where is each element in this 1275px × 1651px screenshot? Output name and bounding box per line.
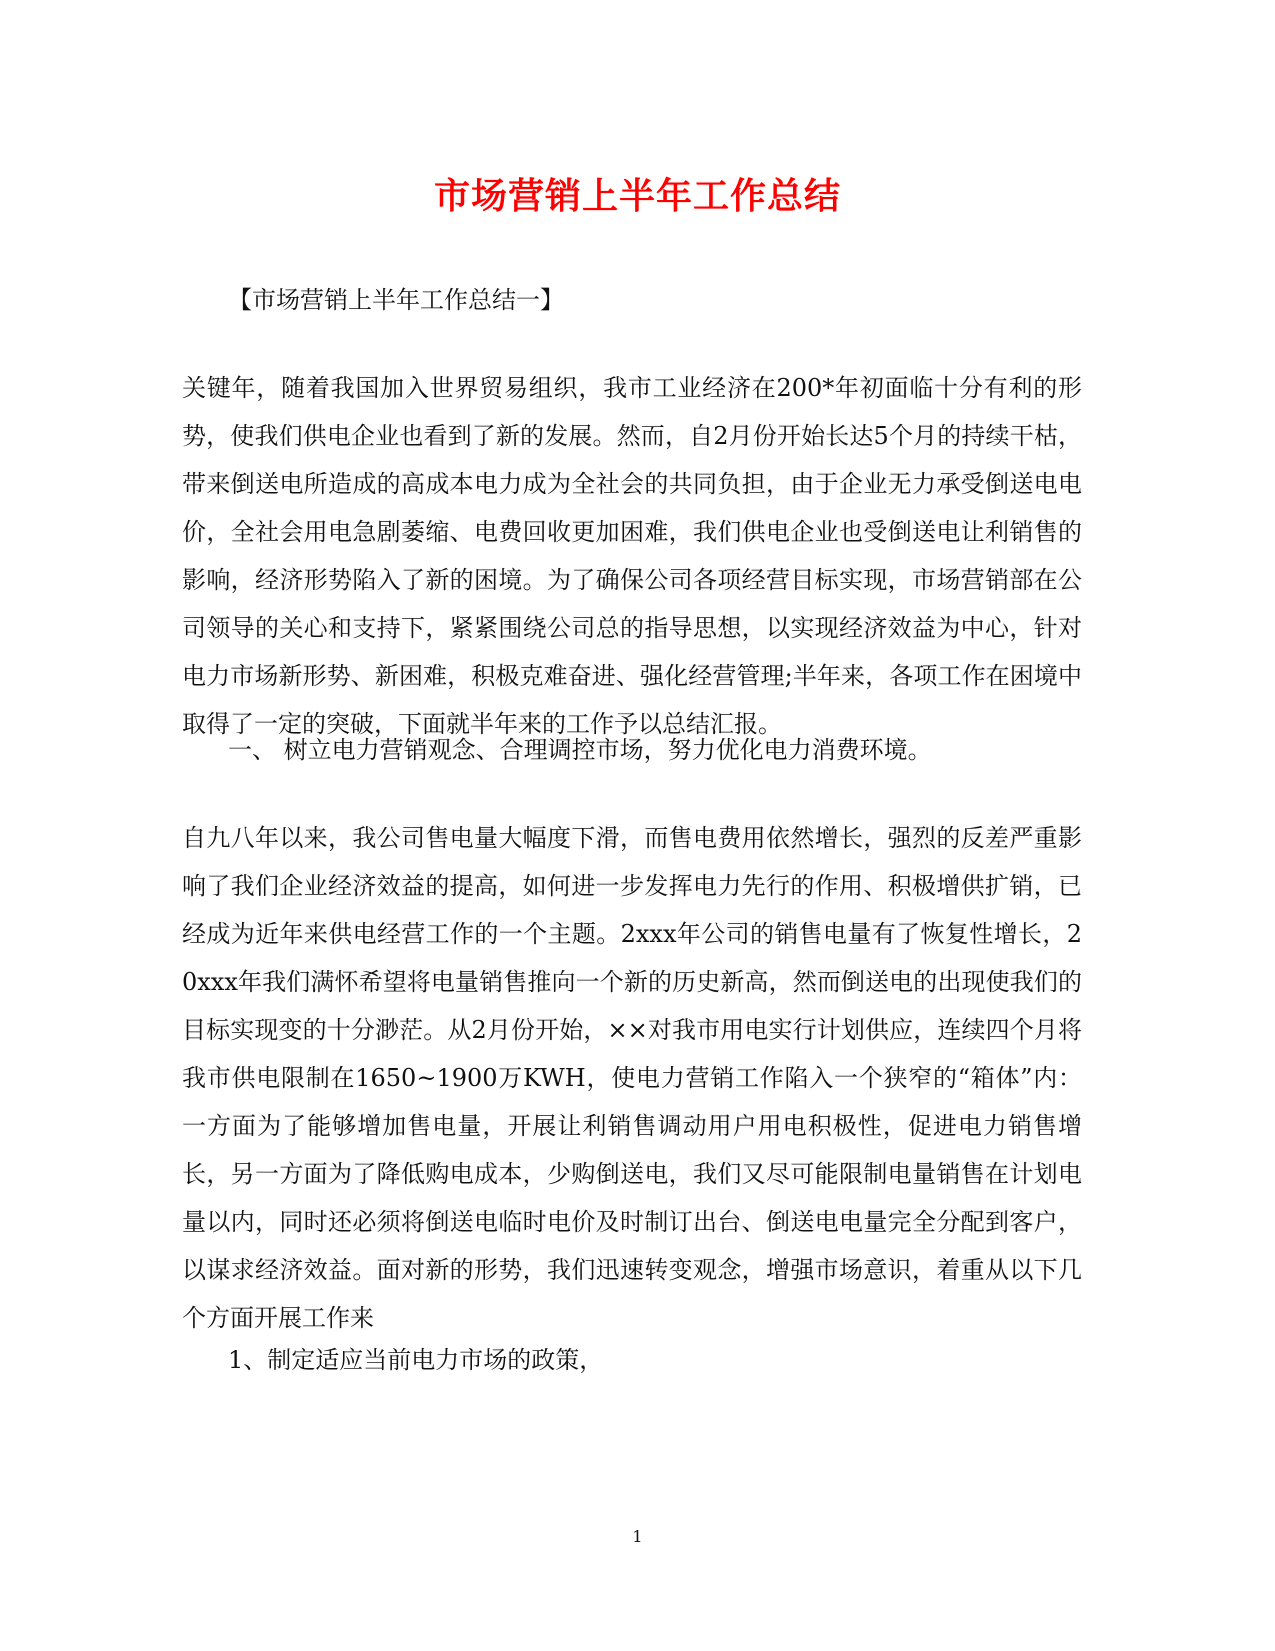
- body-paragraph-2: 自九八年以来，我公司售电量大幅度下滑，而售电费用依然增长，强烈的反差严重影响了我们企业经济效益的提高，如何进一步发挥电力先行的作用、积极增供扩销，已经成为近年来供电经营工作的一个主题。2xxx年公司的销售电量有了恢复性增长，20xxx年我们满怀希望将电量销售推向一个新的历史新高，然而倒送电的出现使我们的目标实现变的十分渺茫。从2月份开始，××对我市用电实行计划供应，连续四个月将我市供电限制在1650~1900万KWH，使电力营销工作陷入一个狭窄的“箱体”内：一方面为了能够增加售电量，开展让利销售调动用户用电积极性，促进电力销售增长，另一方面为了降低购电成本，少购倒送电，我们又尽可能限制电量销售在计划电量以内，同时还必须将倒送电临时电价及时制订出台、倒送电电量完全分配到客户，以谋求经济效益。面对新的形势，我们迅速转变观念，增强市场意识，着重从以下几个方面开展工作来: [182, 824, 1082, 1332]
- document-title: 市场营销上半年工作总结: [433, 175, 841, 217]
- section-heading: 【市场营销上半年工作总结一】: [228, 286, 564, 314]
- subheading-2: 1、制定适应当前电力市场的政策，: [228, 1346, 604, 1374]
- page-number: 1: [632, 1527, 643, 1546]
- body-paragraph-1: 关键年，随着我国加入世界贸易组织，我市工业经济在200*年初面临十分有利的形势，使我们供电企业也看到了新的发展。然而，自2月份开始长达5个月的持续干枯，带来倒送电所造成的高成本电力成为全社会的共同负担，由于企业无力承受倒送电电价，全社会用电急剧萎缩、电费回收更加困难，我们供电企业也受倒送电让利销售的影响，经济形势陷入了新的困境。为了确保公司各项经营目标实现，市场营销部在公司领导的关心和支持下，紧紧围绕公司总的指导思想，以实现经济效益为中心，针对电力市场新形势、新困难，积极克难奋进、强化经营管理;半年来，各项工作在困境中取得了一定的突破，下面就半年来的工作予以总结汇报。: [182, 374, 1082, 738]
- subheading-1: 一、 树立电力营销观念、合理调控市场，努力优化电力消费环境。: [228, 736, 932, 764]
